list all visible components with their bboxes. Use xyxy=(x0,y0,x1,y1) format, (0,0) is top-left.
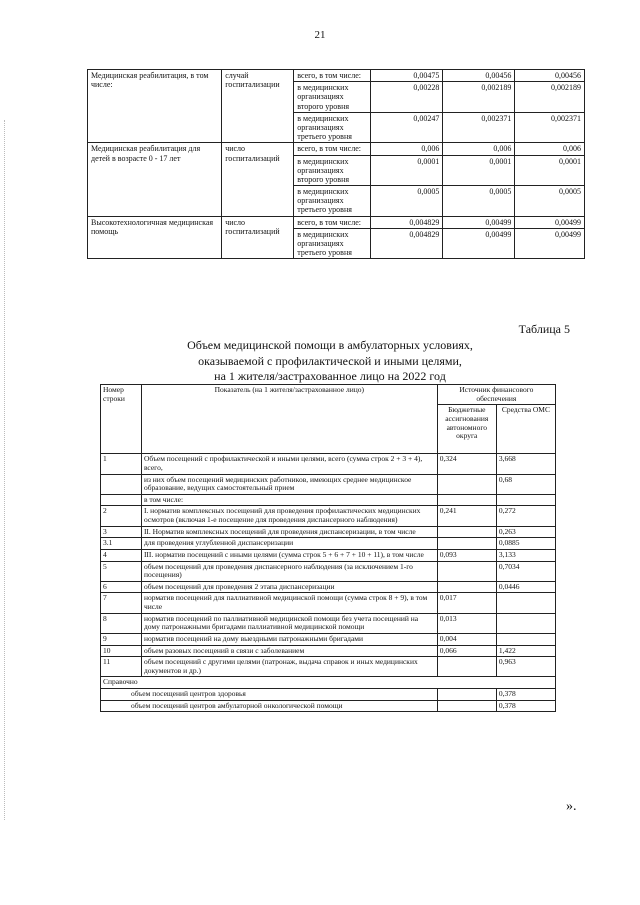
budget-value xyxy=(437,474,496,494)
row-number: 1 xyxy=(101,454,142,474)
oms-value: 0,0446 xyxy=(496,581,555,593)
scan-edge-dots xyxy=(4,120,6,820)
table-row xyxy=(101,633,556,645)
indicator-name: Высокотехнологичная медицинская помощь xyxy=(88,216,222,259)
table-row xyxy=(101,645,556,657)
value-cell: 0,00475 xyxy=(371,70,443,82)
row-number xyxy=(101,494,142,506)
indicator-text: II. Норматив комплексных посещений для проведения диспансеризации, в том числе xyxy=(141,526,437,538)
value-cell: 0,0005 xyxy=(443,186,515,217)
table-row xyxy=(101,494,556,506)
sub-label: всего, в том числе: xyxy=(294,216,371,228)
indicator-text: I. норматив комплексных посещений для проведения профилактических медицинских осмотров (включая 1-е посещение для проведения диспансерного наблюдения) xyxy=(141,506,437,526)
table-row xyxy=(101,526,556,538)
value-cell: 0,00499 xyxy=(515,216,585,228)
value-cell: 0,0001 xyxy=(371,155,443,186)
sub-label: в медицинских организациях третьего уровня xyxy=(294,112,371,143)
table-row xyxy=(101,593,556,613)
budget-value: 0,013 xyxy=(437,613,496,633)
table-row xyxy=(88,70,585,82)
table-row xyxy=(88,143,585,155)
oms-value: 0,272 xyxy=(496,506,555,526)
row-number: 10 xyxy=(101,645,142,657)
value-cell: 0,0005 xyxy=(515,186,585,217)
budget-value xyxy=(437,561,496,581)
table-title xyxy=(80,338,580,385)
value-cell: 0,006 xyxy=(371,143,443,155)
table-5-body xyxy=(101,454,556,712)
budget-value xyxy=(437,494,496,506)
indicator-text: объем посещений для проведения диспансерного наблюдения (за исключением 1-го посещения) xyxy=(141,561,437,581)
oms-value: 0,378 xyxy=(496,689,555,701)
budget-value xyxy=(437,689,496,701)
unit-cell: число госпитализаций xyxy=(222,216,294,259)
value-cell: 0,0005 xyxy=(371,186,443,217)
row-number: 2 xyxy=(101,506,142,526)
sub-label: в медицинских организациях третьего уровня xyxy=(294,186,371,217)
value-cell: 0,0001 xyxy=(443,155,515,186)
indicator-text: норматив посещений для паллиативной медицинской помощи (сумма строк 8 + 9), в том числе xyxy=(141,593,437,613)
table-row xyxy=(101,613,556,633)
oms-value xyxy=(496,633,555,645)
value-cell: 0,002189 xyxy=(443,82,515,113)
title-line: Объем медицинской помощи в амбулаторных условиях, xyxy=(187,338,473,352)
budget-value: 0,093 xyxy=(437,549,496,561)
sub-label: в медицинских организациях второго уровня xyxy=(294,82,371,113)
value-cell: 0,004829 xyxy=(371,216,443,228)
oms-value xyxy=(496,613,555,633)
indicator-text: норматив посещений по паллиативной медицинской помощи без учета посещений на дому патронажными бригадами паллиативной медицинской помощи xyxy=(141,613,437,633)
oms-value: 0,378 xyxy=(496,700,555,712)
row-number: 7 xyxy=(101,593,142,613)
table-5 xyxy=(100,384,556,712)
unit-cell: число госпитализаций xyxy=(222,143,294,216)
indicator-text: III. норматив посещений с иными целями (сумма строк 5 + 6 + 7 + 10 + 11), в том числе xyxy=(141,549,437,561)
budget-value: 0,241 xyxy=(437,506,496,526)
oms-value: 0,263 xyxy=(496,526,555,538)
sub-label: в медицинских организациях второго уровня xyxy=(294,155,371,186)
sub-label: в медицинских организациях третьего уровня xyxy=(294,228,371,259)
row-number xyxy=(101,474,142,494)
value-cell: 0,00456 xyxy=(515,70,585,82)
sub-label: всего, в том числе: xyxy=(294,70,371,82)
reference-text: объем посещений центров здоровья xyxy=(101,689,438,701)
indicator-text: объем посещений с другими целями (патронаж, выдача справок и иных медицинских документов и др.) xyxy=(141,657,437,677)
value-cell: 0,00499 xyxy=(515,228,585,259)
header-row xyxy=(101,385,556,405)
indicator-text: объем разовых посещений в связи с заболеванием xyxy=(141,645,437,657)
value-cell: 0,002371 xyxy=(515,112,585,143)
value-cell: 0,00247 xyxy=(371,112,443,143)
table-row xyxy=(101,549,556,561)
indicator-text: Объем посещений с профилактической и иными целями, всего (сумма строк 2 + 3 + 4), всего, xyxy=(141,454,437,474)
budget-value xyxy=(437,657,496,677)
table-row xyxy=(101,561,556,581)
oms-value: 0,68 xyxy=(496,474,555,494)
header-oms: Средства ОМС xyxy=(496,405,555,454)
reference-text: объем посещений центров амбулаторной онкологической помощи xyxy=(101,700,438,712)
value-cell: 0,006 xyxy=(443,143,515,155)
value-cell: 0,004829 xyxy=(371,228,443,259)
budget-value: 0,066 xyxy=(437,645,496,657)
budget-value: 0,324 xyxy=(437,454,496,474)
header-indicator: Показатель (на 1 жителя/застрахованное лицо) xyxy=(141,385,437,454)
table-row xyxy=(101,474,556,494)
oms-value xyxy=(496,593,555,613)
unit-cell: случай госпитализации xyxy=(222,70,294,143)
indicator-text: объем посещений для проведения 2 этапа диспансеризации xyxy=(141,581,437,593)
budget-value xyxy=(437,581,496,593)
row-number: 8 xyxy=(101,613,142,633)
indicator-text: для проведения углубленной диспансеризации xyxy=(141,538,437,550)
oms-value: 1,422 xyxy=(496,645,555,657)
indicator-text: из них объем посещений медицинских работников, имеющих среднее медицинское образование, ведущих самостоятельный прием xyxy=(141,474,437,494)
row-number: 11 xyxy=(101,657,142,677)
oms-value: 3,668 xyxy=(496,454,555,474)
top-table xyxy=(87,69,585,259)
reference-row xyxy=(101,700,556,712)
title-line: на 1 жителя/застрахованное лицо на 2022 год xyxy=(214,369,446,384)
row-number: 6 xyxy=(101,581,142,593)
indicator-text: норматив посещений на дому выездными патронажными бригадами xyxy=(141,633,437,645)
value-cell: 0,00228 xyxy=(371,82,443,113)
oms-value: 0,0885 xyxy=(496,538,555,550)
row-number: 9 xyxy=(101,633,142,645)
budget-value xyxy=(437,526,496,538)
oms-value xyxy=(496,494,555,506)
header-source: Источник финансового обеспечения xyxy=(437,385,555,405)
table-row xyxy=(101,506,556,526)
sub-label: всего, в том числе: xyxy=(294,143,371,155)
oms-value: 3,133 xyxy=(496,549,555,561)
value-cell: 0,00499 xyxy=(443,228,515,259)
budget-value: 0,004 xyxy=(437,633,496,645)
budget-value xyxy=(437,538,496,550)
header-budget: Бюджетные ассигнования автономного округа xyxy=(437,405,496,454)
budget-value xyxy=(437,700,496,712)
row-number: 3.1 xyxy=(101,538,142,550)
oms-value: 0,963 xyxy=(496,657,555,677)
table-label: Таблица 5 xyxy=(518,322,570,336)
value-cell: 0,006 xyxy=(515,143,585,155)
oms-value: 0,7034 xyxy=(496,561,555,581)
title-line: оказываемой с профилактической и иными целями, xyxy=(198,353,462,368)
reference-label: Справочно xyxy=(101,677,556,689)
table-row xyxy=(88,216,585,228)
page-number: 21 xyxy=(314,29,326,41)
header-row-number: Номер строки xyxy=(101,385,142,454)
budget-value: 0,017 xyxy=(437,593,496,613)
value-cell: 0,002371 xyxy=(443,112,515,143)
table-row xyxy=(101,538,556,550)
value-cell: 0,00456 xyxy=(443,70,515,82)
value-cell: 0,0001 xyxy=(515,155,585,186)
row-number: 5 xyxy=(101,561,142,581)
closing-mark: ». xyxy=(566,799,577,814)
table-row xyxy=(101,454,556,474)
value-cell: 0,00499 xyxy=(443,216,515,228)
indicator-name: Медицинская реабилитация для детей в возрасте 0 - 17 лет xyxy=(88,143,222,216)
reference-row xyxy=(101,689,556,701)
value-cell: 0,002189 xyxy=(515,82,585,113)
table-row xyxy=(101,581,556,593)
reference-header-row xyxy=(101,677,556,689)
table-row xyxy=(101,657,556,677)
indicator-text: в том числе: xyxy=(141,494,437,506)
indicator-name: Медицинская реабилитация, в том числе: xyxy=(88,70,222,143)
row-number: 3 xyxy=(101,526,142,538)
row-number: 4 xyxy=(101,549,142,561)
